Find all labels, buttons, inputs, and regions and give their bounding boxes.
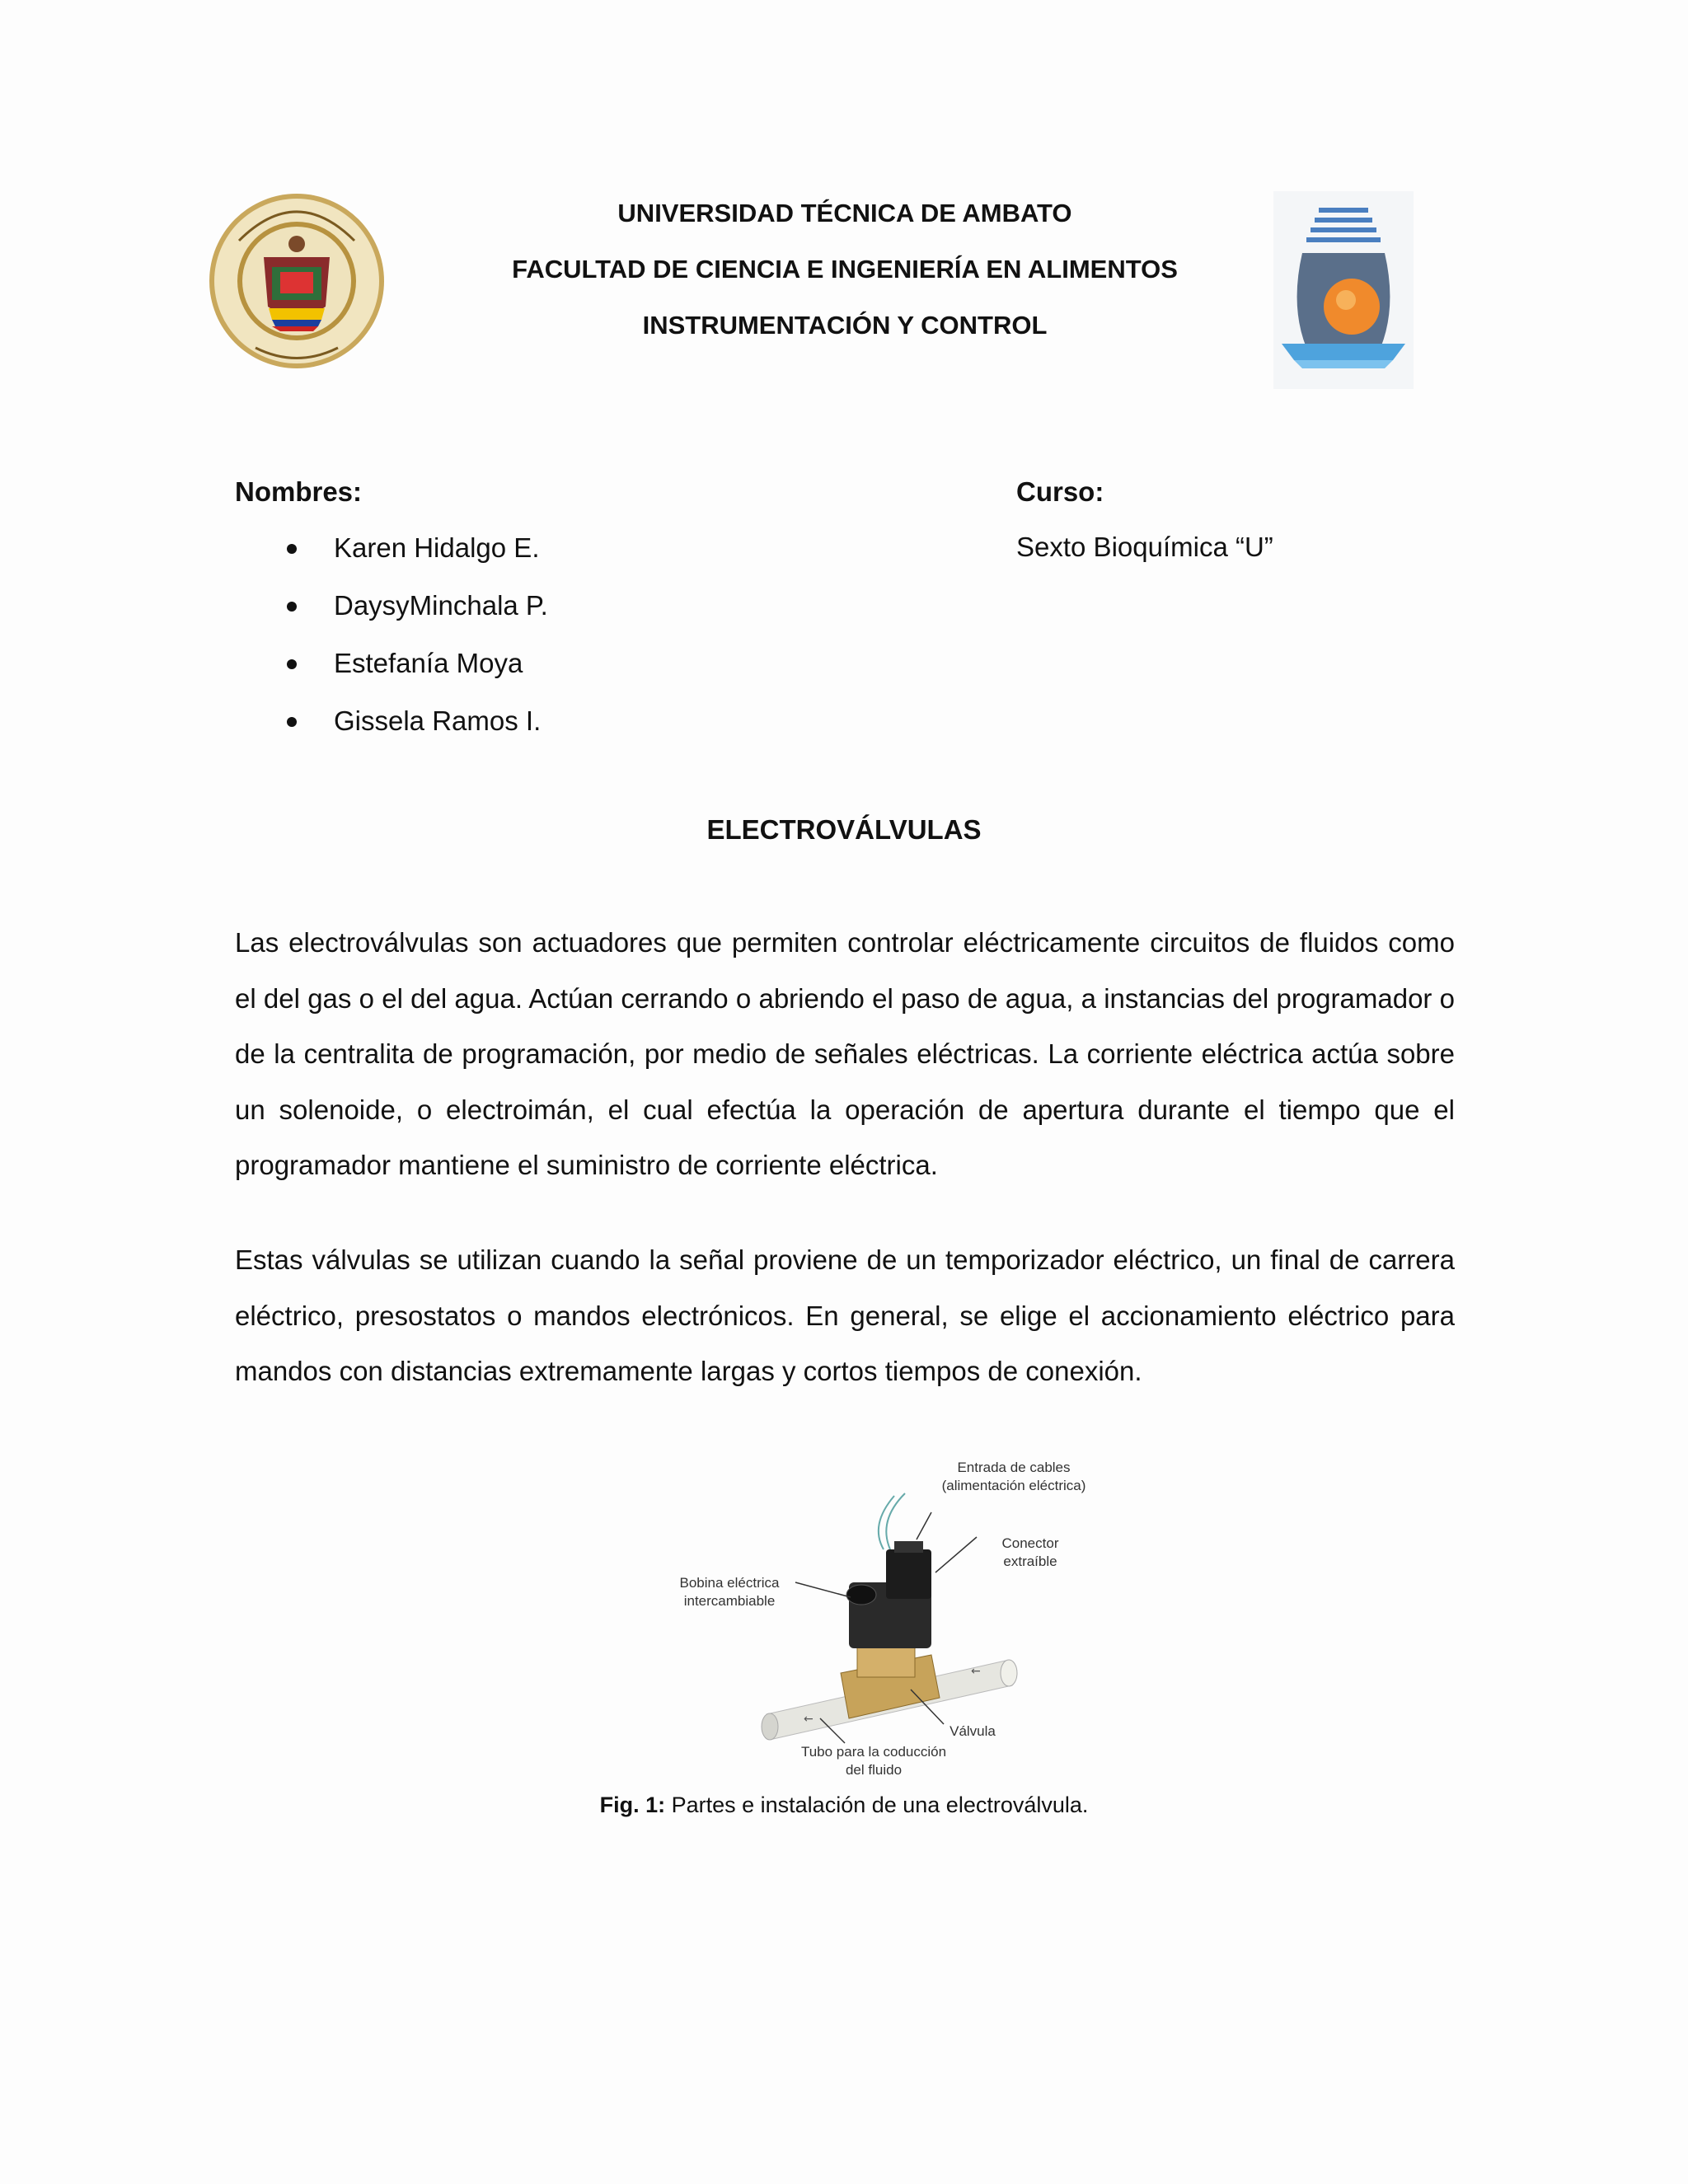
list-item	[235, 527, 548, 585]
course-value: Sexto Bioquímica “U”	[1016, 532, 1273, 562]
label-tube	[783, 1743, 964, 1779]
svg-text:←: ←	[804, 1713, 814, 1726]
list-item	[235, 701, 548, 758]
bullet-icon	[287, 602, 297, 612]
label-connector	[977, 1535, 1084, 1571]
svg-text:←: ←	[971, 1665, 981, 1678]
label-line: Conector	[1001, 1535, 1059, 1551]
faculty-name: FACULTAD DE CIENCIA E INGENIERÍA EN ALIMENTOS	[512, 255, 1178, 284]
caption-prefix: Fig. 1:	[599, 1793, 666, 1817]
bullet-icon	[287, 659, 297, 669]
university-name: UNIVERSIDAD TÉCNICA DE AMBATO	[617, 199, 1072, 227]
bullet-icon	[287, 544, 297, 554]
caption-text: Partes e instalación de una electroválvula.	[665, 1793, 1089, 1817]
label-line: extraíble	[1003, 1554, 1057, 1569]
label-cable-entry	[931, 1459, 1096, 1495]
label-line: Bobina eléctrica	[679, 1575, 780, 1591]
names-list	[235, 527, 548, 758]
university-seal-icon	[206, 191, 387, 371]
figure-caption	[0, 1793, 1688, 1818]
name-text: DaysyMinchala P.	[334, 590, 548, 621]
course-label: Curso:	[1016, 476, 1104, 507]
solenoid-valve-figure	[659, 1434, 1104, 1780]
list-item	[235, 643, 548, 701]
subject-name: INSTRUMENTACIÓN Y CONTROL	[642, 311, 1048, 340]
header-block	[429, 194, 1261, 362]
label-line: intercambiable	[683, 1593, 776, 1609]
name-text: Karen Hidalgo E.	[334, 532, 540, 563]
label-line: del fluido	[845, 1762, 903, 1778]
label-coil	[663, 1574, 795, 1610]
paragraph: Las electroválvulas son actuadores que permiten controlar eléctricamente circuitos de fluidos como el del gas o el del agua. Actúan cerrando o abriendo el paso de agua, a instancias del programador o de la centralita de programación, por medio de señales eléctricas. La corriente eléctrica actúa sobre un solenoide, o electroimán, el cual efectúa la operación de apertura durante el tiempo que el programador mantiene el suministro de corriente eléctrica.	[235, 927, 1455, 1180]
section-title: ELECTROVÁLVULAS	[706, 814, 982, 845]
faculty-logo-icon	[1273, 191, 1414, 389]
names-label: Nombres:	[235, 476, 363, 507]
label-line: Entrada de cables	[957, 1460, 1071, 1475]
name-text: Gissela Ramos I.	[334, 705, 542, 736]
label-line: (alimentación eléctrica)	[941, 1478, 1086, 1493]
name-text: Estefanía Moya	[334, 648, 523, 678]
label-valve: Válvula	[950, 1723, 996, 1739]
paragraph: Estas válvulas se utilizan cuando la señal proviene de un temporizador eléctrico, un final de carrera eléctrico, presostatos o mandos electrónicos. En general, se elige el accionamiento eléctrico para mandos con distancias extremamente largas y cortos tiempos de conexión.	[235, 1244, 1455, 1386]
label-line: Tubo para la coducción	[800, 1744, 947, 1760]
list-item	[235, 585, 548, 643]
bullet-icon	[287, 717, 297, 727]
